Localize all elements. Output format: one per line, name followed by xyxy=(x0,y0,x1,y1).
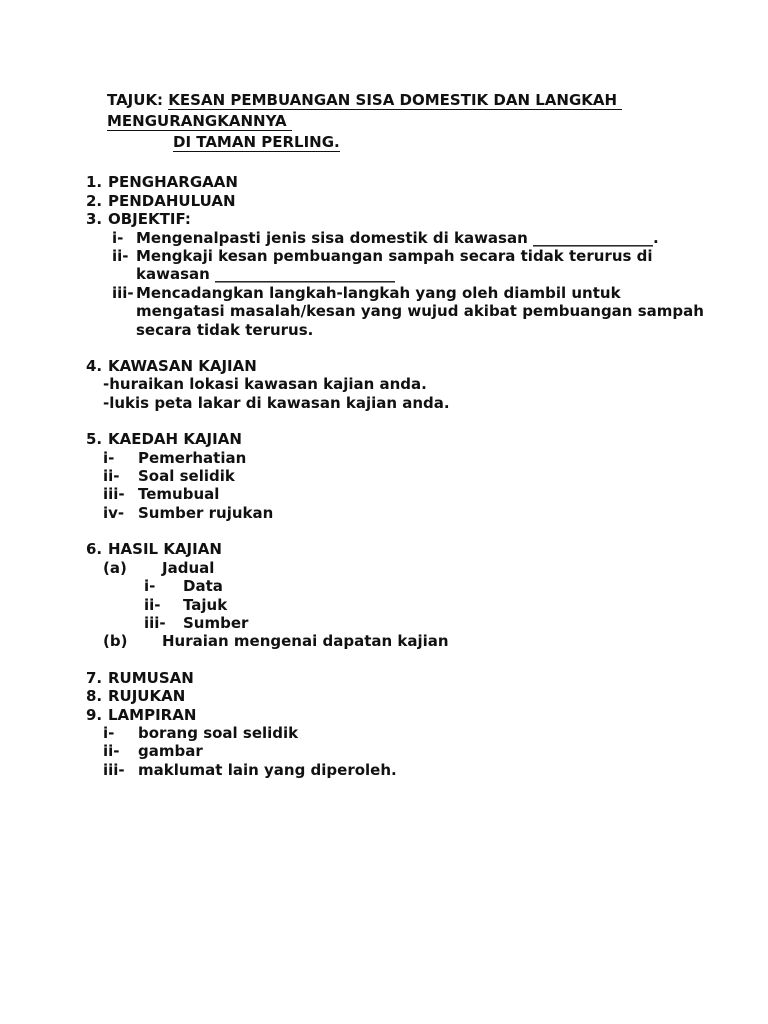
objective-item-iii-continuation xyxy=(136,321,740,339)
section-title: KAEDAH KAJIAN xyxy=(108,430,242,449)
item-label: Soal selidik xyxy=(138,467,235,486)
document-title xyxy=(107,90,740,152)
item-text: secara tidak terurus. xyxy=(136,320,314,339)
section-number: 4. xyxy=(86,357,103,376)
section-title: PENGHARGAAN xyxy=(108,173,238,192)
item-label: Temubual xyxy=(138,485,220,504)
objective-item-iii xyxy=(112,284,740,302)
section-title: OBJEKTIF: xyxy=(108,210,191,229)
lampiran-item xyxy=(103,761,740,779)
outline-list xyxy=(86,173,740,779)
item-label: Data xyxy=(183,577,223,596)
section-number: 6. xyxy=(86,540,103,559)
item-marker: i- xyxy=(144,577,156,596)
note-text: -lukis peta lakar di kawasan kajian anda. xyxy=(103,393,450,412)
kawasan-note-2 xyxy=(103,394,740,412)
title-underlined-part-1: KESAN PEMBUANGAN SISA DOMESTIK DAN LANGKAH xyxy=(168,91,623,109)
note-text: -huraikan lokasi kawasan kajian anda. xyxy=(103,375,427,394)
section-title: RUMUSAN xyxy=(108,668,194,687)
objective-item-ii-continuation xyxy=(136,265,740,283)
section-rumusan xyxy=(86,669,740,687)
objective-item-ii xyxy=(112,247,740,265)
section-number: 8. xyxy=(86,687,103,706)
title-line-2 xyxy=(107,111,740,132)
item-marker: iii- xyxy=(103,485,125,504)
item-label: Huraian mengenai dapatan kajian xyxy=(162,632,449,651)
item-marker: (b) xyxy=(103,632,128,651)
section-kaedah-kajian xyxy=(86,430,740,448)
title-line-3 xyxy=(173,132,740,153)
section-kawasan-kajian xyxy=(86,357,740,375)
item-marker: (a) xyxy=(103,558,127,577)
kaedah-item xyxy=(103,504,740,522)
kawasan-note-1 xyxy=(103,375,740,393)
item-marker: ii- xyxy=(103,467,120,486)
item-label: Sumber rujukan xyxy=(138,503,274,522)
section-number: 9. xyxy=(86,705,103,724)
item-text-after-blank: . xyxy=(653,228,659,247)
item-marker: iii- xyxy=(112,283,134,302)
item-text xyxy=(136,229,659,247)
hasil-sub-item xyxy=(144,596,740,614)
item-marker: ii- xyxy=(144,595,161,614)
section-pendahuluan xyxy=(86,192,740,210)
hasil-sub-item xyxy=(144,577,740,595)
fill-in-blank: ________________________ xyxy=(215,265,396,284)
item-text: Mengkaji kesan pembuangan sampah secara tidak terurus di xyxy=(136,247,653,266)
section-lampiran xyxy=(86,706,740,724)
title-underlined-part-3: DI TAMAN PERLING. xyxy=(173,132,340,151)
item-marker: i- xyxy=(112,228,124,247)
section-number: 5. xyxy=(86,430,103,449)
item-marker: iv- xyxy=(103,503,125,522)
section-title: HASIL KAJIAN xyxy=(108,540,222,559)
section-rujukan xyxy=(86,687,740,705)
section-penghargaan xyxy=(86,173,740,191)
kaedah-item xyxy=(103,485,740,503)
hasil-item-a xyxy=(103,559,740,577)
kaedah-item xyxy=(103,467,740,485)
item-marker: iii- xyxy=(103,760,125,779)
section-number: 2. xyxy=(86,191,103,210)
item-marker: ii- xyxy=(112,247,129,266)
title-line-1 xyxy=(107,90,740,111)
item-text-before-blank: kawasan xyxy=(136,265,216,284)
lampiran-item xyxy=(103,742,740,760)
section-hasil-kajian xyxy=(86,540,740,558)
section-number: 1. xyxy=(86,173,103,192)
item-marker: i- xyxy=(103,723,115,742)
item-label: Jadual xyxy=(162,558,215,577)
section-number: 7. xyxy=(86,668,103,687)
title-prefix: TAJUK: xyxy=(107,91,169,109)
hasil-item-b xyxy=(103,632,740,650)
item-marker: i- xyxy=(103,448,115,467)
section-objektif xyxy=(86,210,740,228)
item-label: Sumber xyxy=(183,613,249,632)
item-label: maklumat lain yang diperoleh. xyxy=(138,760,397,779)
lampiran-item xyxy=(103,724,740,742)
objective-item-iii-continuation xyxy=(136,302,740,320)
section-title: KAWASAN KAJIAN xyxy=(108,357,257,376)
item-marker: iii- xyxy=(144,613,166,632)
section-title: PENDAHULUAN xyxy=(108,191,236,210)
item-label: borang soal selidik xyxy=(138,723,299,742)
item-marker: ii- xyxy=(103,742,120,761)
section-number: 3. xyxy=(86,210,103,229)
item-label: gambar xyxy=(138,742,203,761)
objective-item-i xyxy=(112,229,740,247)
kaedah-item xyxy=(103,449,740,467)
item-text: Mencadangkan langkah-langkah yang oleh diambil untuk xyxy=(136,283,621,302)
title-underlined-part-2: MENGURANGKANNYA xyxy=(107,111,292,130)
section-title: RUJUKAN xyxy=(108,687,186,706)
hasil-sub-item xyxy=(144,614,740,632)
fill-in-blank: ________________ xyxy=(533,228,653,247)
item-text: mengatasi masalah/kesan yang wujud akibat pembuangan sampah xyxy=(136,302,704,321)
section-title: LAMPIRAN xyxy=(108,705,197,724)
item-label: Pemerhatian xyxy=(138,448,247,467)
item-label: Tajuk xyxy=(183,595,228,614)
item-text-before-blank: Mengenalpasti jenis sisa domestik di kawasan xyxy=(136,228,533,247)
